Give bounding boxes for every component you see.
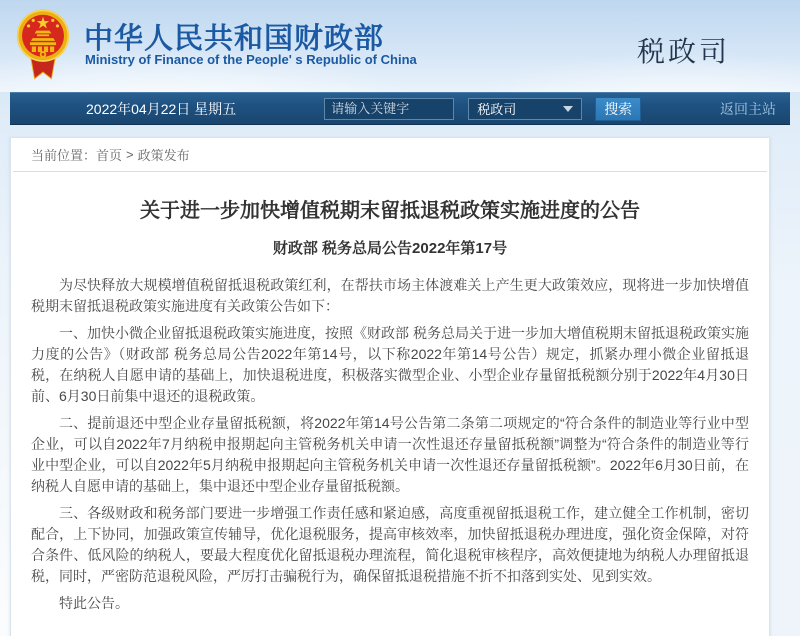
return-main-site-link[interactable]: 返回主站 <box>720 100 776 117</box>
document-paragraph: 特此公告。 <box>59 595 129 611</box>
content-panel <box>10 137 770 636</box>
breadcrumb-home-link[interactable]: 首页 <box>96 148 123 163</box>
department-name: 税政司 <box>637 36 731 67</box>
chevron-down-icon <box>563 106 573 112</box>
document-title: 关于进一步加快增值税期末留抵退税政策实施进度的公告 <box>140 200 640 222</box>
current-date: 2022年04月22日 星期五 <box>86 100 237 117</box>
document-number: 财政部 税务总局公告2022年第17号 <box>272 240 508 257</box>
search-scope-dropdown[interactable] <box>468 98 582 120</box>
document-paragraph: 一、加快小微企业留抵退税政策实施进度，按照《财政部 税务总局关于进一步加大增值税期末留抵退税政策实施力度的公告》（财政部 税务总局公告2022年第14号，以下称2022年第14号公告）规定，抓紧办理小微企业留抵退税，在纳税人自愿申请的基础上，加快退税进度，积极落实微型企业、小型企业存量留抵税额分别于2022年4月30日前、6月30日前集中退还的退税政策。 <box>31 325 749 404</box>
breadcrumb <box>13 138 767 172</box>
site-title: 中华人民共和国财政部 <box>84 23 385 55</box>
document-body <box>31 275 749 614</box>
document-paragraph: 三、各级财政和税务部门要进一步增强工作责任感和紧迫感，高度重视留抵退税工作，建立健全工作机制，密切配合，上下协同，加强政策宣传辅导，优化退税服务，提高审核效率，加快留抵退税办理进度，强化资金保障，对符合条件、低风险的纳税人，要最大程度优化留抵退税办理流程，简化退税审核程序，高效便捷地为纳税人办理留抵退税，同时，严密防范退税风险，严厉打击骗税行为，确保留抵退税措施不折不扣落到实处、见到实效。 <box>31 505 749 584</box>
breadcrumb-current-link[interactable]: 政策发布 <box>137 148 190 163</box>
site-title-english: Ministry of Finance of the People' s Republic of China <box>85 52 417 67</box>
document-paragraph: 二、提前退还中型企业存量留抵税额，将2022年第14号公告第二条第二项规定的“符合条件的制造业等行业中型企业，可以自2022年7月纳税申报期起向主管税务机关申请一次性退还存量留抵税额”调整为“符合条件的制造业等行业中型企业，可以自2022年5月纳税申报期起向主管税务机关申请一次性退还存量留抵税额”。2022年6月30日前，在纳税人自愿申请的基础上，集中退还中型企业存量留抵税额。 <box>31 415 749 494</box>
search-button[interactable]: 搜索 <box>595 97 641 121</box>
search-input[interactable] <box>324 98 454 120</box>
site-header <box>0 0 800 92</box>
breadcrumb-label: 当前位置： <box>31 148 97 163</box>
search-scope-selected-value: 税政司 <box>477 102 517 117</box>
china-national-emblem-icon <box>15 7 71 85</box>
navbar <box>10 92 790 125</box>
breadcrumb-separator: > <box>126 147 134 162</box>
announcement-document <box>11 197 769 614</box>
document-paragraph: 为尽快释放大规模增值税留抵退税政策红利，在帮扶市场主体渡难关上产生更大政策效应，现将进一步加快增值税期末留抵退税政策实施进度有关政策公告如下： <box>31 277 749 314</box>
